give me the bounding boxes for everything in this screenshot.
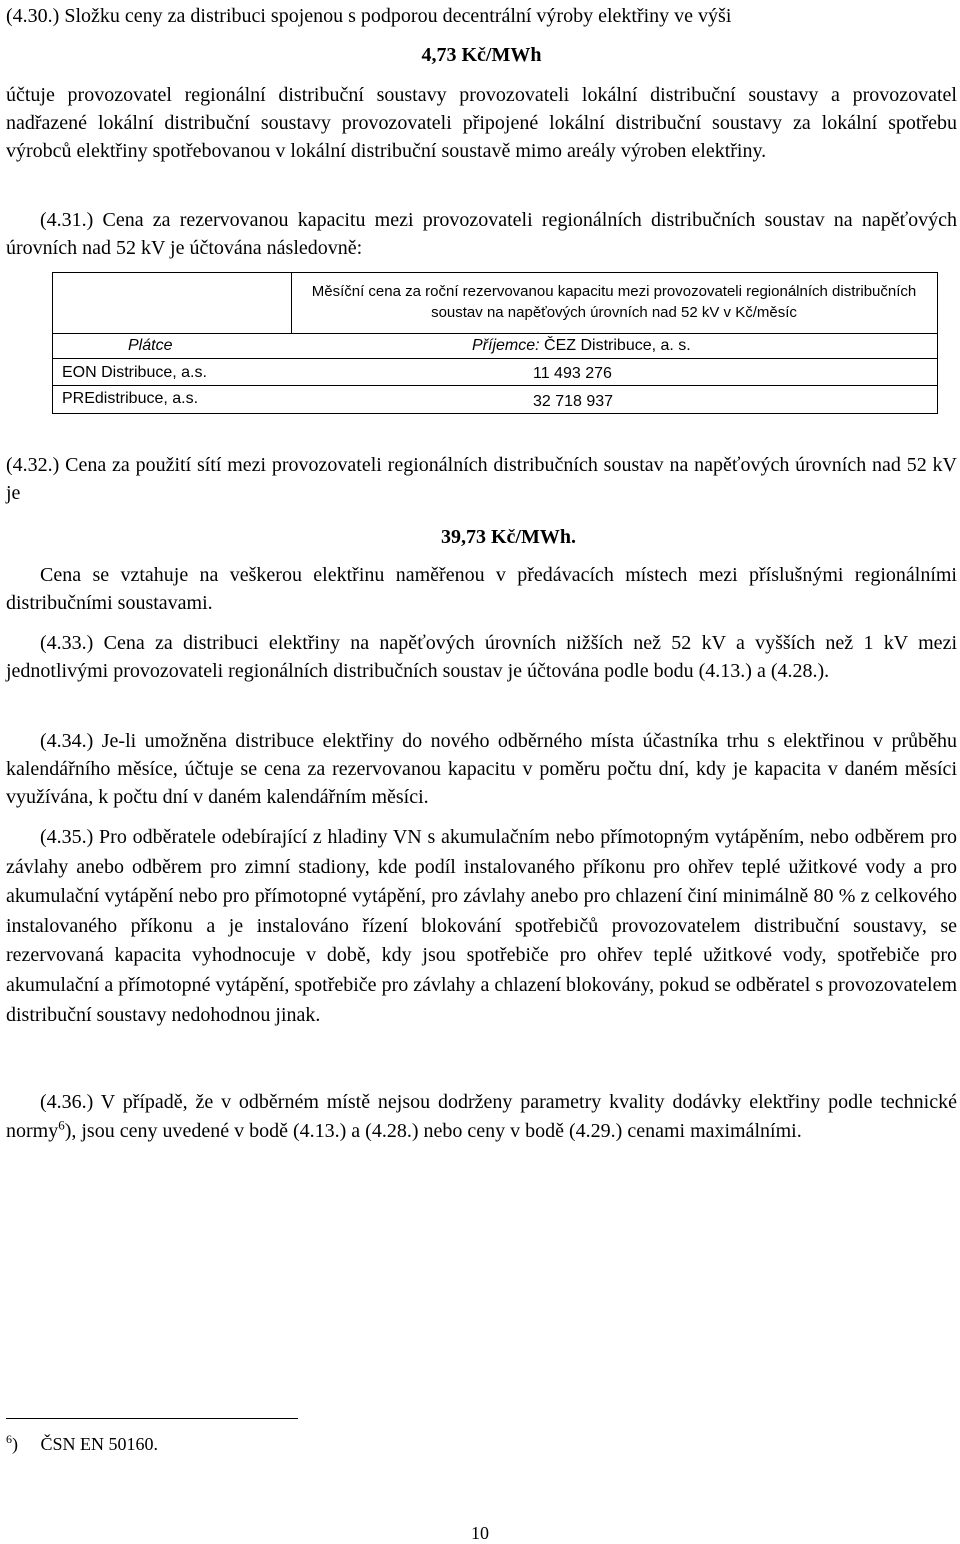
paragraph-4-30-lead: (4.30.) Složku ceny za distribuci spojenou s podporou decentrální výroby elektřiny ve výši xyxy=(6,5,732,27)
paragraph-4-36-start: (4.36.) V případě, že v odběrném místě nejsou dodrženy parametry kvality dodávky elektřiny podle technické normy xyxy=(6,1091,957,1142)
table-divider xyxy=(52,358,938,359)
recipient-name: ČEZ Distribuce, a. s. xyxy=(544,337,691,354)
table-header-cell: Měsíční cena za roční rezervovanou kapacitu mezi provozovateli regionálních distribučních soustav na napěťových úrovních nad 52 kV v Kč/měsíc xyxy=(311,283,917,321)
payer-column-label: Plátce xyxy=(128,337,173,354)
paragraph-4-34: (4.34.) Je-li umožněna distribuce elektřiny do nového odběrného místa účastníka trhu s elektřinou v průběhu kalendářního měsíce, účtuje se cena za rezervovanou kapacitu v poměru počtu dní, kdy je kapacita v daném měsíci využívána, k počtu dní v daném kalendářním měsíci. xyxy=(6,730,957,808)
footnote-mark: 6 xyxy=(6,1432,12,1446)
table-divider xyxy=(52,333,938,334)
table-divider xyxy=(52,385,938,386)
page-number: 10 xyxy=(471,1523,489,1543)
footnote-separator xyxy=(6,1418,298,1419)
paragraph-4-35: (4.35.) Pro odběratele odebírající z hladiny VN s akumulačním nebo přímotopným vytápěním, nebo odběrem pro závlahy anebo odběrem pro zimní stadiony, kde podíl instalovaného příkonu pro ohřev teplé užitkové vody a pro akumulační vytápění nebo pro přímotopné vytápění, pro závlahy anebo pro chlazení činí minimálně 80 % z celkového instalovaného příkonu a je instalováno řízení blokování spotřebičů provozovatelem distribuční soustavy, se rezervovaná kapacita vyhodnocuje v době, kdy jsou spotřebiče pro ohřev teplé užitkové vody, spotřebiče pro akumulační a přímotopné vytápění, spotřebiče pro závlahy a chlazení blokovány, pokud se odběratel s provozovatelem distribuční soustavy nedohodnou jinak. xyxy=(6,826,957,1026)
table-row-payer: EON Distribuce, a.s. xyxy=(62,364,207,381)
network-use-price: 39,73 Kč/MWh. xyxy=(441,526,576,548)
footnote-text: ) ČSN EN 50160. xyxy=(12,1434,159,1454)
distribution-support-price: 4,73 Kč/MWh xyxy=(421,44,542,66)
recipient-column xyxy=(472,337,691,355)
footnote xyxy=(6,1434,158,1455)
paragraph-4-32-note: Cena se vztahuje na veškerou elektřinu naměřenou v předávacích místech mezi příslušnými regionálními distribučními soustavami. xyxy=(6,564,957,614)
paragraph-4-36 xyxy=(6,1088,957,1146)
paragraph-4-33: (4.33.) Cena za distribuci elektřiny na napěťových úrovních nižších než 52 kV a vyšších než 1 kV mezi jednotlivými provozovateli regionálních distribučních soustav je účtována podle bodu (4.13.) a (4.28.). xyxy=(6,632,957,682)
footnote-reference: 6 xyxy=(58,1117,65,1133)
paragraph-4-31: (4.31.) Cena za rezervovanou kapacitu mezi provozovateli regionálních distribučních soustav na napěťových úrovních nad 52 kV je účtována následovně: xyxy=(6,209,957,259)
capacity-price-table xyxy=(52,272,938,414)
recipient-label: Příjemce: xyxy=(472,337,540,354)
table-row-amount: 32 718 937 xyxy=(533,393,614,410)
paragraph-4-32: (4.32.) Cena za použití sítí mezi provozovateli regionálních distribučních soustav na napěťových úrovních nad 52 kV je xyxy=(6,454,957,504)
table-row-payer: PREdistribuce, a.s. xyxy=(62,390,199,407)
table-row-amount: 11 493 276 xyxy=(533,365,612,382)
paragraph-4-30-body: účtuje provozovatel regionální distribuční soustavy provozovateli lokální distribuční soustavy a provozovatel nadřazené lokální distribuční soustavy provozovateli připojené lokální distribuční soustavy za lokální spotřebu výrobců elektřiny spotřebovanou v lokální distribuční soustavě mimo areály výroben elektřiny. xyxy=(6,84,957,162)
table-divider xyxy=(291,272,292,333)
paragraph-4-36-end: ), jsou ceny uvedené v bodě (4.13.) a (4.28.) nebo ceny v bodě (4.29.) cenami maximálními. xyxy=(64,1120,802,1142)
